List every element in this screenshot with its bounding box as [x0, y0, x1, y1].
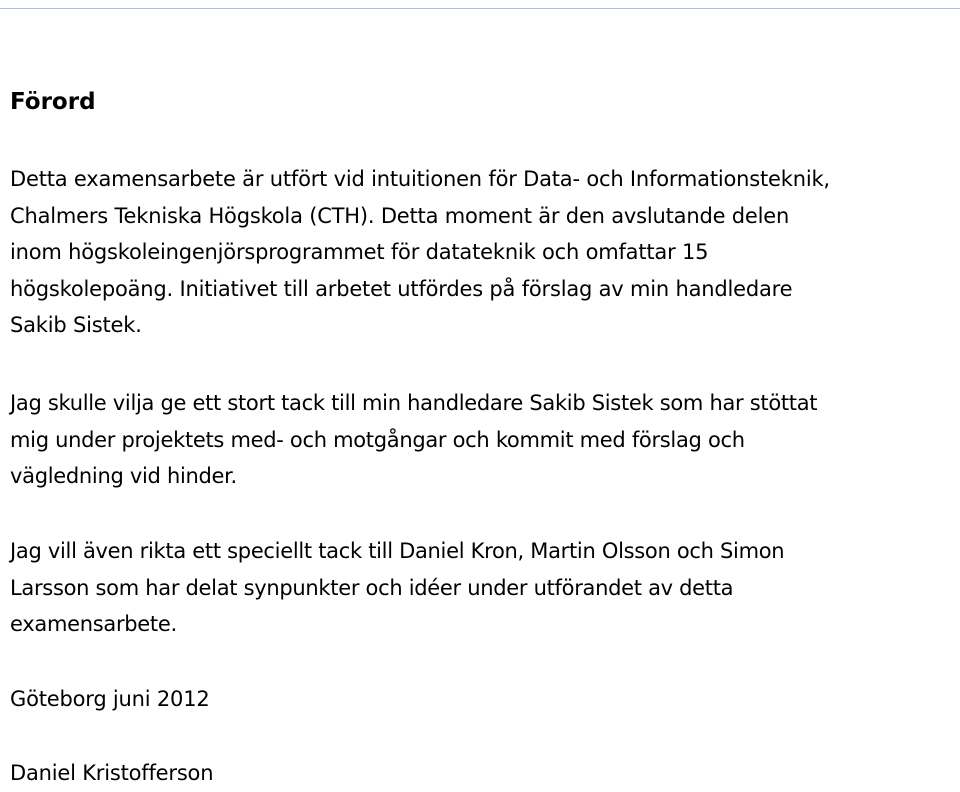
- paragraph-line: mig under projektets med- och motgångar och kommit med förslag och: [10, 427, 745, 452]
- author-signature: Daniel Kristofferson: [10, 761, 214, 785]
- place-date: Göteborg juni 2012: [10, 687, 210, 711]
- paragraph-line: inom högskoleingenjörsprogrammet för datateknik och omfattar 15: [10, 240, 709, 264]
- paragraph-thanks-supervisor: [10, 385, 955, 495]
- paragraph-line: Chalmers Tekniska Högskola (CTH). Detta moment är den avslutande delen: [10, 203, 790, 228]
- paragraph-line: högskolepoäng. Initiativet till arbetet utfördes på förslag av min handledare: [10, 276, 793, 301]
- paragraph-line: Detta examensarbete är utfört vid intuitionen för Data- och Informationsteknik,: [10, 167, 830, 191]
- paragraph-thanks-others: [10, 533, 955, 643]
- paragraph-line: Jag skulle vilja ge ett stort tack till min handledare Sakib Sistek som har stöttat: [10, 391, 818, 415]
- paragraph-line: Larsson som har delat synpunkter och idéer under utförandet av detta: [10, 575, 734, 600]
- paragraph-line: examensarbete.: [10, 612, 177, 636]
- top-rule: [0, 8, 960, 9]
- page-title: Förord: [10, 89, 96, 115]
- paragraph-intro: [10, 161, 955, 344]
- paragraph-line: Jag vill även rikta ett speciellt tack till Daniel Kron, Martin Olsson och Simon: [10, 539, 785, 563]
- paragraph-line: vägledning vid hinder.: [10, 464, 237, 488]
- paragraph-line: Sakib Sistek.: [10, 313, 142, 337]
